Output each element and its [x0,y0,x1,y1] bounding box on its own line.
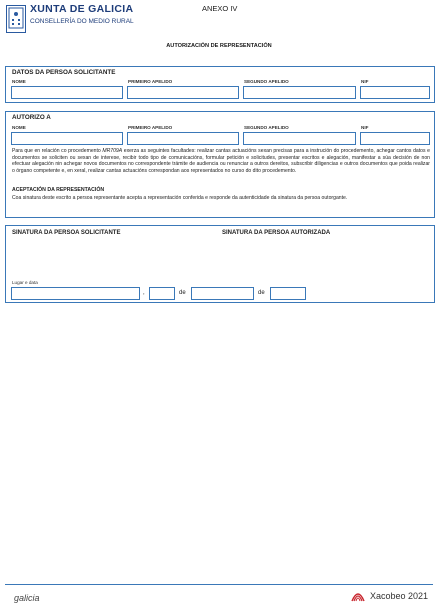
applicant-heading: DATOS DA PERSOA SOLICITANTE [12,69,116,76]
month-field[interactable] [191,287,254,300]
xacobeo-label: Xacobeo 2021 [370,591,429,601]
acceptance-heading: ACEPTACIÓN DA REPRESENTACIÓN [12,187,105,193]
place-date-label: Lugar e data [12,280,38,285]
document-title: AUTORIZACIÓN DE REPRESENTACIÓN [166,43,272,49]
applicant-name-label: NOME [12,79,26,84]
applicant-name-field[interactable] [11,86,123,99]
de-label-1: de [179,290,186,296]
year-field[interactable] [270,287,306,300]
footer-divider [5,584,433,585]
paragraph-start: Para que en relación co procedemento [12,148,101,154]
place-field[interactable] [11,287,140,300]
xacobeo-shell-icon [351,589,365,603]
applicant-surname2-field[interactable] [243,86,356,99]
xunta-logo-icon [6,5,26,33]
authorize-heading: AUTORIZO A [12,114,51,121]
annex-label: ANEXO IV [202,4,238,13]
de-label-2: de [258,290,265,296]
applicant-signature-label: SINATURA DA PERSOA SOLICITANTE [12,230,121,236]
applicant-section [5,66,435,103]
acceptance-text: Coa sinatura deste escrito a persoa representante acepta a representación conferida e responde da autenticidade da sinatura da persoa outorgante. [12,195,348,201]
authorized-surname2-label: SEGUNDO APELIDO [244,125,289,130]
authorized-nif-field[interactable] [360,132,430,145]
signature-section [5,225,435,303]
authorized-signature-label: SINATURA DA PERSOA AUTORIZADA [222,230,331,236]
authorized-name-field[interactable] [11,132,123,145]
authorized-nif-label: NIF [361,125,369,130]
applicant-surname2-label: SEGUNDO APELIDO [244,79,289,84]
org-name: XUNTA DE GALICIA [30,3,134,15]
authorization-paragraph [12,148,430,175]
authorize-section [5,111,435,218]
authorized-surname1-label: PRIMEIRO APELIDO [128,125,173,130]
procedure-code: MR709A [102,148,123,154]
authorized-surname1-field[interactable] [127,132,239,145]
authorized-surname2-field[interactable] [243,132,356,145]
applicant-surname1-label: PRIMEIRO APELIDO [128,79,173,84]
authorized-name-label: NOME [12,125,26,130]
department-name: CONSELLERÍA DO MEDIO RURAL [30,18,134,25]
applicant-nif-label: NIF [361,79,369,84]
galicia-brand-logo: galicia [14,593,40,603]
applicant-surname1-field[interactable] [127,86,239,99]
applicant-nif-field[interactable] [360,86,430,99]
comma-separator: , [143,290,145,296]
day-field[interactable] [149,287,175,300]
paragraph-rest: exerza as seguintes facultades: realizar cantas actuacións sexan precisas para a instrución do procedemento, achegar cantos datos e documentos se soliciten ou sexan de interese, recibir todo tipo de comunicacións, formular petición e solicitudes, presentar escritos e alegación, manifestar a súa decisión de non efectuar alegación nin achegar novos documentos no correspondente trámite de audiencia ou renunciar a outros dereitos, subscribir diligencias e outros documentos que poida realizar o órgano competente e, en xeral, realizar cantas actuacións correspondan aos representados no curso do dito procedemento. [12,148,430,175]
